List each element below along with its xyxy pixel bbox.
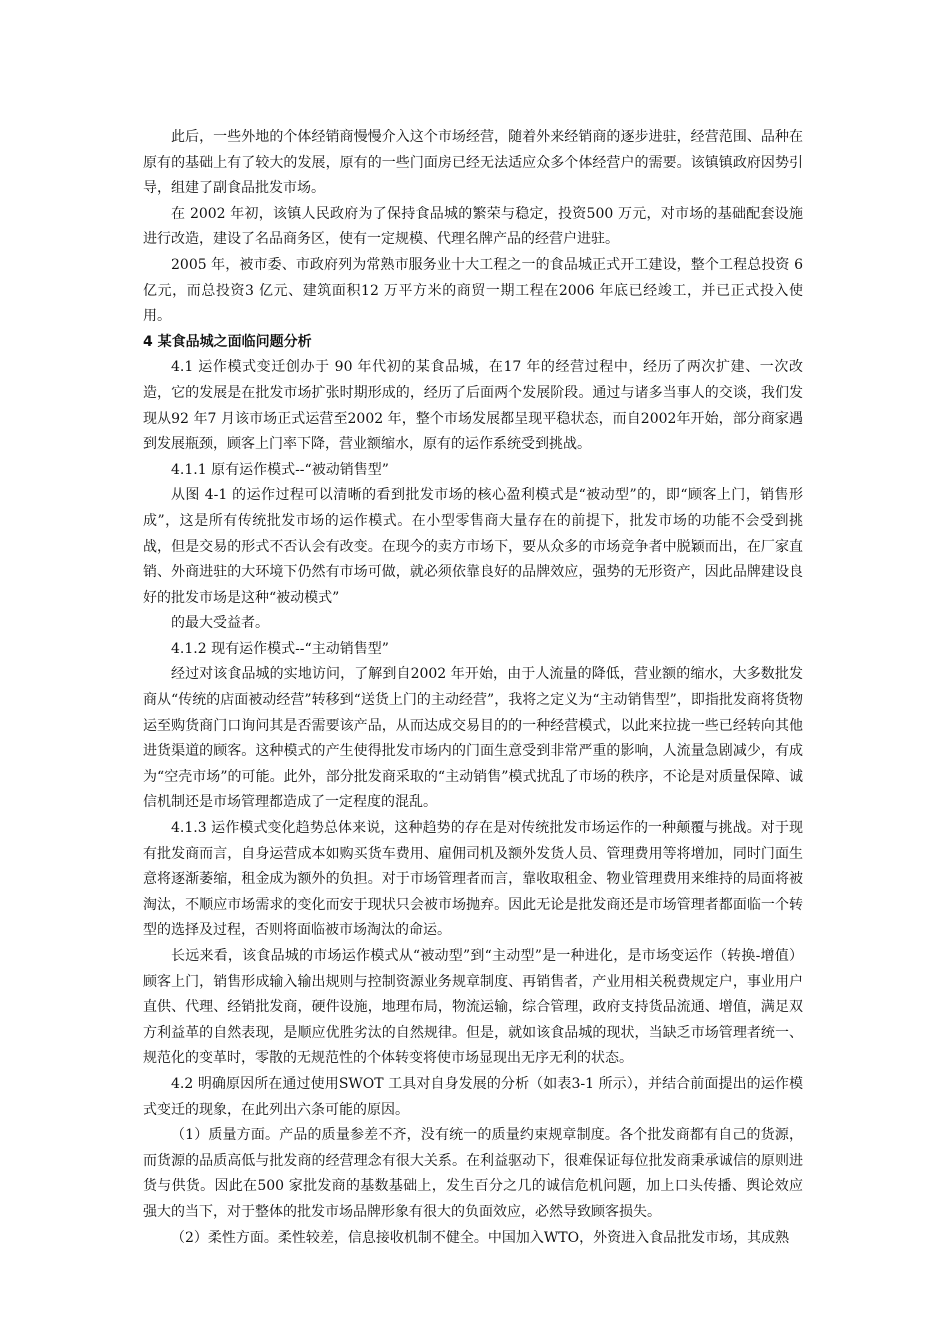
paragraph-reason-flexibility: （2）柔性方面。柔性较差，信息接收机制不健全。中国加入WTO，外资进入食品批发市场，其成熟 (171, 1229, 790, 1246)
paragraph-4-1-3-trend: 4.1.3 运作模式变化趋势总体来说，这种趋势的存在是对传统批发市场运作的一种颠覆与挑战。对于现有批发商而言，自身运营成本如购买货车费用、雇佣司机及额外发货人员、管理费用等将增加，同时门面生意将逐渐萎缩，租金成为额外的负担。对于市场管理者而言，靠收取租金、物业管理费用来维持的局面将被淘汰，不顺应市场需求的变化而安于现状只会被市场抛弃。因此无论是批发商还是市场管理者都面临一个转型的选择及过程，否则将面临被市场淘汰的命运。 (143, 820, 803, 939)
subheading-4-1-2: 4.1.2 现有运作模式--“主动销售型” (171, 640, 389, 657)
paragraph-active-model: 经过对该食品城的实地访问，了解到自2002 年开始，由于人流量的降低，营业额的缩水，大多数批发商从“传统的店面被动经营”转移到“送货上门的主动经营”，我将之定义为“主动销售型”，即指批发商将货物运至购货商门口询问其是否需要该产品，从而达成交易目的的一种经营模式，以此来拉拢一些已经转向其他进货渠道的顾客。这种模式的产生使得批发市场内的门面生意受到非常严重的影响，人流量急剧减少，有成为“空壳市场”的可能。此外，部分批发商采取的“主动销售”模式扰乱了市场的秩序，不论是对质量保障、诚信机制还是市场管理都造成了一定程度的混乱。 (143, 666, 803, 811)
paragraph-2005-construction: 2005 年，被市委、市政府列为常熟市服务业十大工程之一的食品城正式开工建设，整个工程总投资 6 亿元，而总投资3 亿元、建筑面积12 万平方米的商贸一期工程在2006 年底已经竣工，并已正式投入使用。 (143, 256, 803, 325)
paragraph-passive-model: 从图 4-1 的运作过程可以清晰的看到批发市场的核心盈利模式是“被动型”的，即“顾客上门，销售形成”，这是所有传统批发市场的运作模式。在小型零售商大量存在的前提下，批发市场的功能不会受到挑战，但是交易的形式不否认会有改变。在现今的卖方市场下，要从众多的市场竞争者中脱颖而出，在厂家直销、外商进驻的大环境下仍然有市场可做，就必须依靠良好的品牌效应，强势的无形资产，因此品牌建设良好的批发市场是这种“被动模式” (143, 487, 803, 606)
section-heading-problem-analysis: 4 某食品城之面临问题分析 (143, 333, 312, 350)
paragraph-passive-model-end: 的最大受益者。 (171, 615, 269, 632)
paragraph-4-2-reasons: 4.2 明确原因所在通过使用SWOT 工具对自身发展的分析（如表3-1 所示），并结合前面提出的运作模式变迁的现象，在此列出六条可能的原因。 (143, 1075, 803, 1118)
document-body (143, 125, 803, 1251)
paragraph-reason-quality: （1）质量方面。产品的质量参差不齐，没有统一的质量约束规章制度。各个批发商都有自己的货源，而货源的品质高低与批发商的经营理念有很大关系。在利益驱动下，很难保证每位批发商秉承诚信的原则进货与供货。因此在500 家批发商的基数基础上，发生百分之几的诚信危机问题，加上口头传播、舆论效应强大的当下，对于整体的批发市场品牌形象有很大的负面效应，必然导致顾客损失。 (143, 1127, 803, 1220)
paragraph-merchants-entering: 此后，一些外地的个体经销商慢慢介入这个市场经营，随着外来经销商的逐步进驻，经营范围、品种在原有的基础上有了较大的发展，原有的一些门面房已经无法适应众多个体经营户的需要。该镇镇政府因势引导，组建了副食品批发市场。 (143, 129, 803, 197)
paragraph-2002-investment: 在 2002 年初，该镇人民政府为了保持食品城的繁荣与稳定，投资500 万元，对市场的基础配套设施进行改造，建设了名品商务区，使有一定规模、代理名牌产品的经营户进驻。 (143, 205, 803, 248)
paragraph-4-1-model-change: 4.1 运作模式变迁创办于 90 年代初的某食品城，在17 年的经营过程中，经历了两次扩建、一次改造，它的发展是在批发市场扩张时期形成的，经历了后面两个发展阶段。通过与诸多当事人的交谈，我们发现从92 年7 月该市场正式运营至2002 年，整个市场发展都呈现平稳状态，而自2002年开始，部分商家遇到发展瓶颈，顾客上门率下降，营业额缩水，原有的运作系统受到挑战。 (143, 359, 803, 453)
paragraph-long-term: 长远来看，该食品城的市场运作模式从“被动型”到“主动型”是一种进化，是市场变运作（转换-增值）顾客上门，销售形成输入输出规则与控制资源业务规章制度、再销售者，产业用相关税费规定户，事业用户直供、代理、经销批发商，硬件设施，地理布局，物流运输，综合管理，政府支持货品流通、增值，满足双方利益革的自然表现，是顺应优胜劣汰的自然规律。但是，就如该食品城的现状，当缺乏市场管理者统一、规范化的变革时，零散的无规范性的个体转变将使市场显现出无序无利的状态。 (143, 948, 803, 1067)
subheading-4-1-1: 4.1.1 原有运作模式--“被动销售型” (171, 461, 389, 478)
